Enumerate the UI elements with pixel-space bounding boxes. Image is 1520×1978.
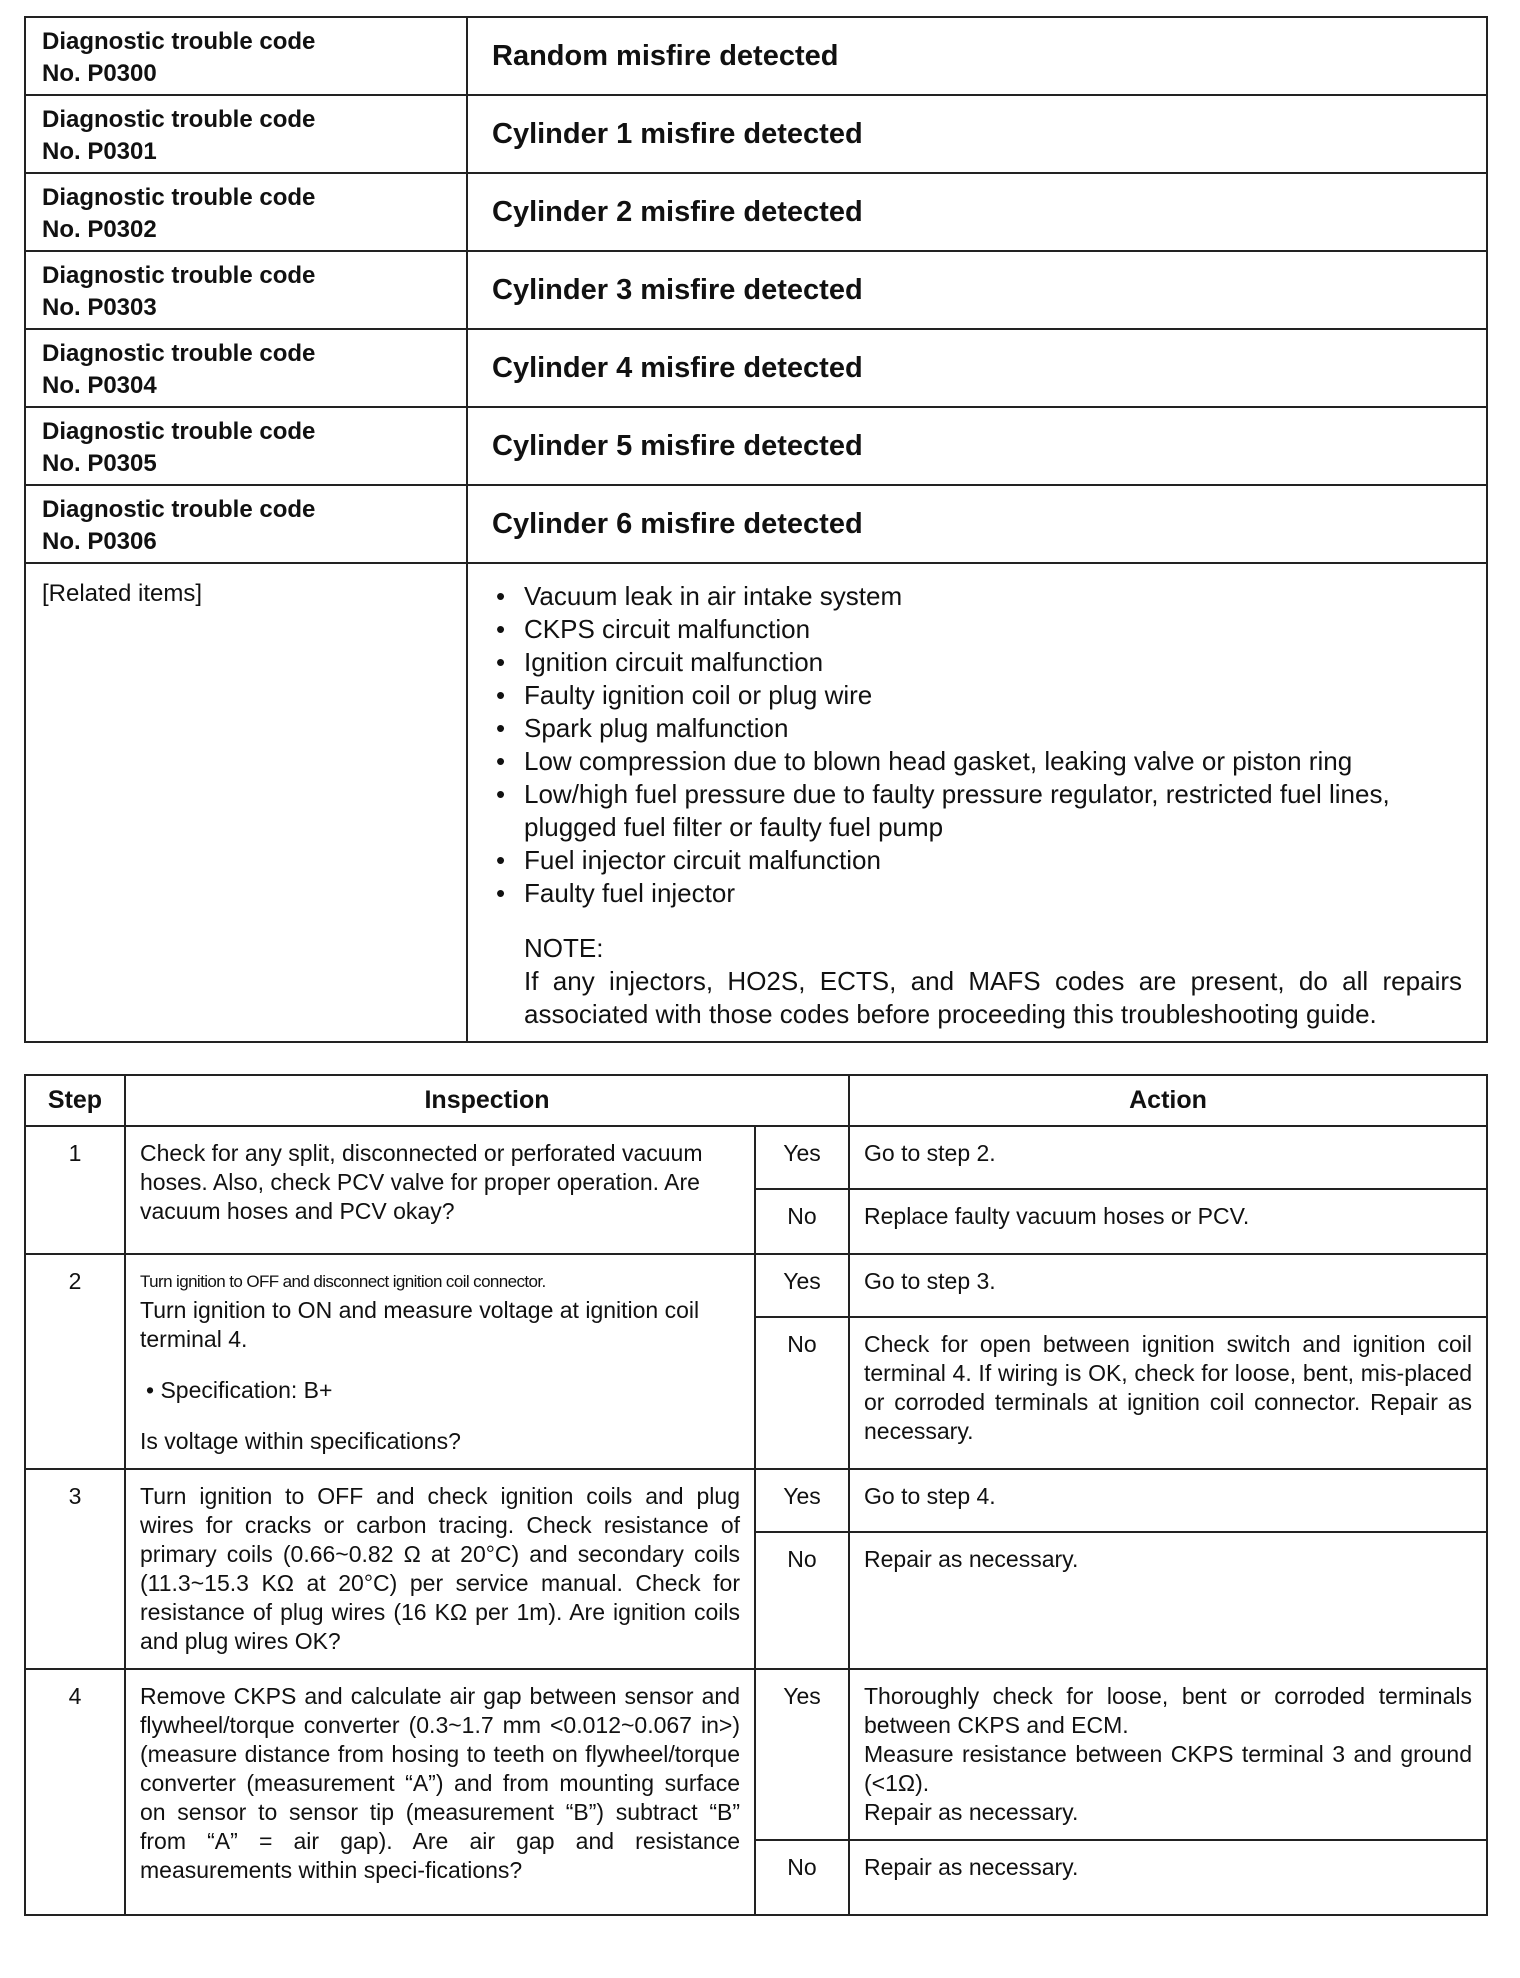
yes-label: Yes	[755, 1469, 849, 1532]
inspection-line: Turn ignition to ON and measure voltage at ignition coil terminal 4.	[140, 1297, 700, 1352]
related-item: • Low/high fuel pressure due to faulty pressure regulator, restricted fuel lines, plugged fuel filter or faulty fuel pump	[490, 778, 1462, 844]
inspection-header: Inspection	[125, 1075, 849, 1126]
dtc-description: Cylinder 4 misfire detected	[467, 329, 1487, 407]
dtc-label: Diagnostic trouble code	[42, 496, 316, 523]
note-text: If any injectors, HO2S, ECTS, and MAFS codes are present, do all repairs associated with those codes before proceeding this troubleshooting guide.	[524, 966, 1462, 1029]
yes-action: Go to step 4.	[849, 1469, 1487, 1532]
yes-label: Yes	[755, 1669, 849, 1840]
step-header: Step	[25, 1075, 125, 1126]
no-action: Repair as necessary.	[849, 1532, 1487, 1669]
no-label: No	[755, 1189, 849, 1254]
no-label: No	[755, 1317, 849, 1469]
step-row	[25, 1254, 1487, 1317]
dtc-label: Diagnostic trouble code	[42, 340, 316, 367]
dtc-label: Diagnostic trouble code	[42, 418, 316, 445]
dtc-code-cell	[25, 407, 467, 485]
dtc-code-cell	[25, 251, 467, 329]
dtc-description: Cylinder 2 misfire detected	[467, 173, 1487, 251]
no-action: Repair as necessary.	[849, 1840, 1487, 1915]
step-number: 2	[25, 1254, 125, 1469]
step-number: 1	[25, 1126, 125, 1254]
dtc-code-cell	[25, 329, 467, 407]
specification-text: Specification: B+	[160, 1377, 333, 1403]
yes-action-line: Thoroughly check for loose, bent or corroded terminals between CKPS and ECM.	[864, 1683, 1472, 1738]
step-number: 4	[25, 1669, 125, 1915]
related-items-row	[25, 563, 1487, 1042]
dtc-row	[25, 17, 1487, 95]
related-item: • Fuel injector circuit malfunction	[490, 844, 1462, 877]
dtc-number: No. P0304	[42, 372, 157, 399]
yes-action-line: Measure resistance between CKPS terminal 3 and ground (<1Ω).	[864, 1741, 1472, 1796]
related-item: • Low compression due to blown head gasket, leaking valve or piston ring	[490, 745, 1462, 778]
dtc-number: No. P0302	[42, 216, 157, 243]
action-header: Action	[849, 1075, 1487, 1126]
yes-action: Go to step 2.	[849, 1126, 1487, 1189]
no-label: No	[755, 1532, 849, 1669]
dtc-description: Random misfire detected	[467, 17, 1487, 95]
yes-action-line: Repair as necessary.	[864, 1799, 1079, 1825]
related-item: • Spark plug malfunction	[490, 712, 1462, 745]
dtc-label: Diagnostic trouble code	[42, 262, 316, 289]
no-action: Replace faulty vacuum hoses or PCV.	[849, 1189, 1487, 1254]
related-item: • Vacuum leak in air intake system	[490, 580, 1462, 613]
no-label: No	[755, 1840, 849, 1915]
step-inspection: Remove CKPS and calculate air gap between sensor and flywheel/torque converter (0.3~1.7 mm <0.012~0.067 in>) (measure distance from hosing to teeth on flywheel/torque converter (measurement “A”) and from mounting surface on sensor to sensor tip (measurement “B”) subtract “B” from “A” = air gap). Are air gap and resistance measurements within speci-fications?	[125, 1669, 755, 1915]
related-items-label: [Related items]	[25, 563, 467, 1042]
dtc-table	[24, 16, 1488, 1043]
note-block	[524, 932, 1462, 1031]
yes-label: Yes	[755, 1126, 849, 1189]
dtc-description: Cylinder 5 misfire detected	[467, 407, 1487, 485]
dtc-label: Diagnostic trouble code	[42, 28, 316, 55]
dtc-number: No. P0300	[42, 60, 157, 87]
step-row	[25, 1669, 1487, 1840]
dtc-description: Cylinder 1 misfire detected	[467, 95, 1487, 173]
dtc-row	[25, 173, 1487, 251]
related-item: • Ignition circuit malfunction	[490, 646, 1462, 679]
step-number: 3	[25, 1469, 125, 1669]
step-inspection: Check for any split, disconnected or perforated vacuum hoses. Also, check PCV valve for proper operation. Are vacuum hoses and PCV okay?	[125, 1126, 755, 1254]
dtc-code-cell	[25, 17, 467, 95]
dtc-description: Cylinder 3 misfire detected	[467, 251, 1487, 329]
dtc-number: No. P0303	[42, 294, 157, 321]
yes-label: Yes	[755, 1254, 849, 1317]
dtc-code-cell	[25, 95, 467, 173]
dtc-number: No. P0305	[42, 450, 157, 477]
note-title: NOTE:	[524, 933, 604, 963]
yes-action: Go to step 3.	[849, 1254, 1487, 1317]
inspection-line: Turn ignition to OFF and disconnect ignition coil connector.	[140, 1272, 546, 1291]
step-row	[25, 1126, 1487, 1189]
dtc-row	[25, 407, 1487, 485]
dtc-code-cell	[25, 485, 467, 563]
related-items-content	[467, 563, 1487, 1042]
inspection-table	[24, 1074, 1488, 1916]
dtc-row	[25, 485, 1487, 563]
dtc-row	[25, 251, 1487, 329]
inspection-question: Is voltage within specifications?	[140, 1428, 461, 1454]
dtc-label: Diagnostic trouble code	[42, 106, 316, 133]
no-action: Check for open between ignition switch and ignition coil terminal 4. If wiring is OK, check for loose, bent, mis-placed or corroded terminals at ignition coil connector. Repair as necessary.	[849, 1317, 1487, 1469]
dtc-row	[25, 329, 1487, 407]
related-item: • Faulty ignition coil or plug wire	[490, 679, 1462, 712]
dtc-label: Diagnostic trouble code	[42, 184, 316, 211]
specification: • Specification: B+	[146, 1377, 333, 1403]
dtc-code-cell	[25, 173, 467, 251]
related-item: • CKPS circuit malfunction	[490, 613, 1462, 646]
yes-action	[849, 1669, 1487, 1840]
dtc-number: No. P0301	[42, 138, 157, 165]
table-header-row	[25, 1075, 1487, 1126]
step-inspection	[125, 1254, 755, 1469]
dtc-number: No. P0306	[42, 528, 157, 555]
related-items-list	[490, 580, 1462, 910]
dtc-description: Cylinder 6 misfire detected	[467, 485, 1487, 563]
dtc-row	[25, 95, 1487, 173]
step-inspection: Turn ignition to OFF and check ignition coils and plug wires for cracks or carbon tracing. Check resistance of primary coils (0.66~0.82 Ω at 20°C) and secondary coils (11.3~15.3 KΩ at 20°C) per service manual. Check for resistance of plug wires (16 KΩ per 1m). Are ignition coils and plug wires OK?	[125, 1469, 755, 1669]
related-item: • Faulty fuel injector	[490, 877, 1462, 910]
step-row	[25, 1469, 1487, 1532]
